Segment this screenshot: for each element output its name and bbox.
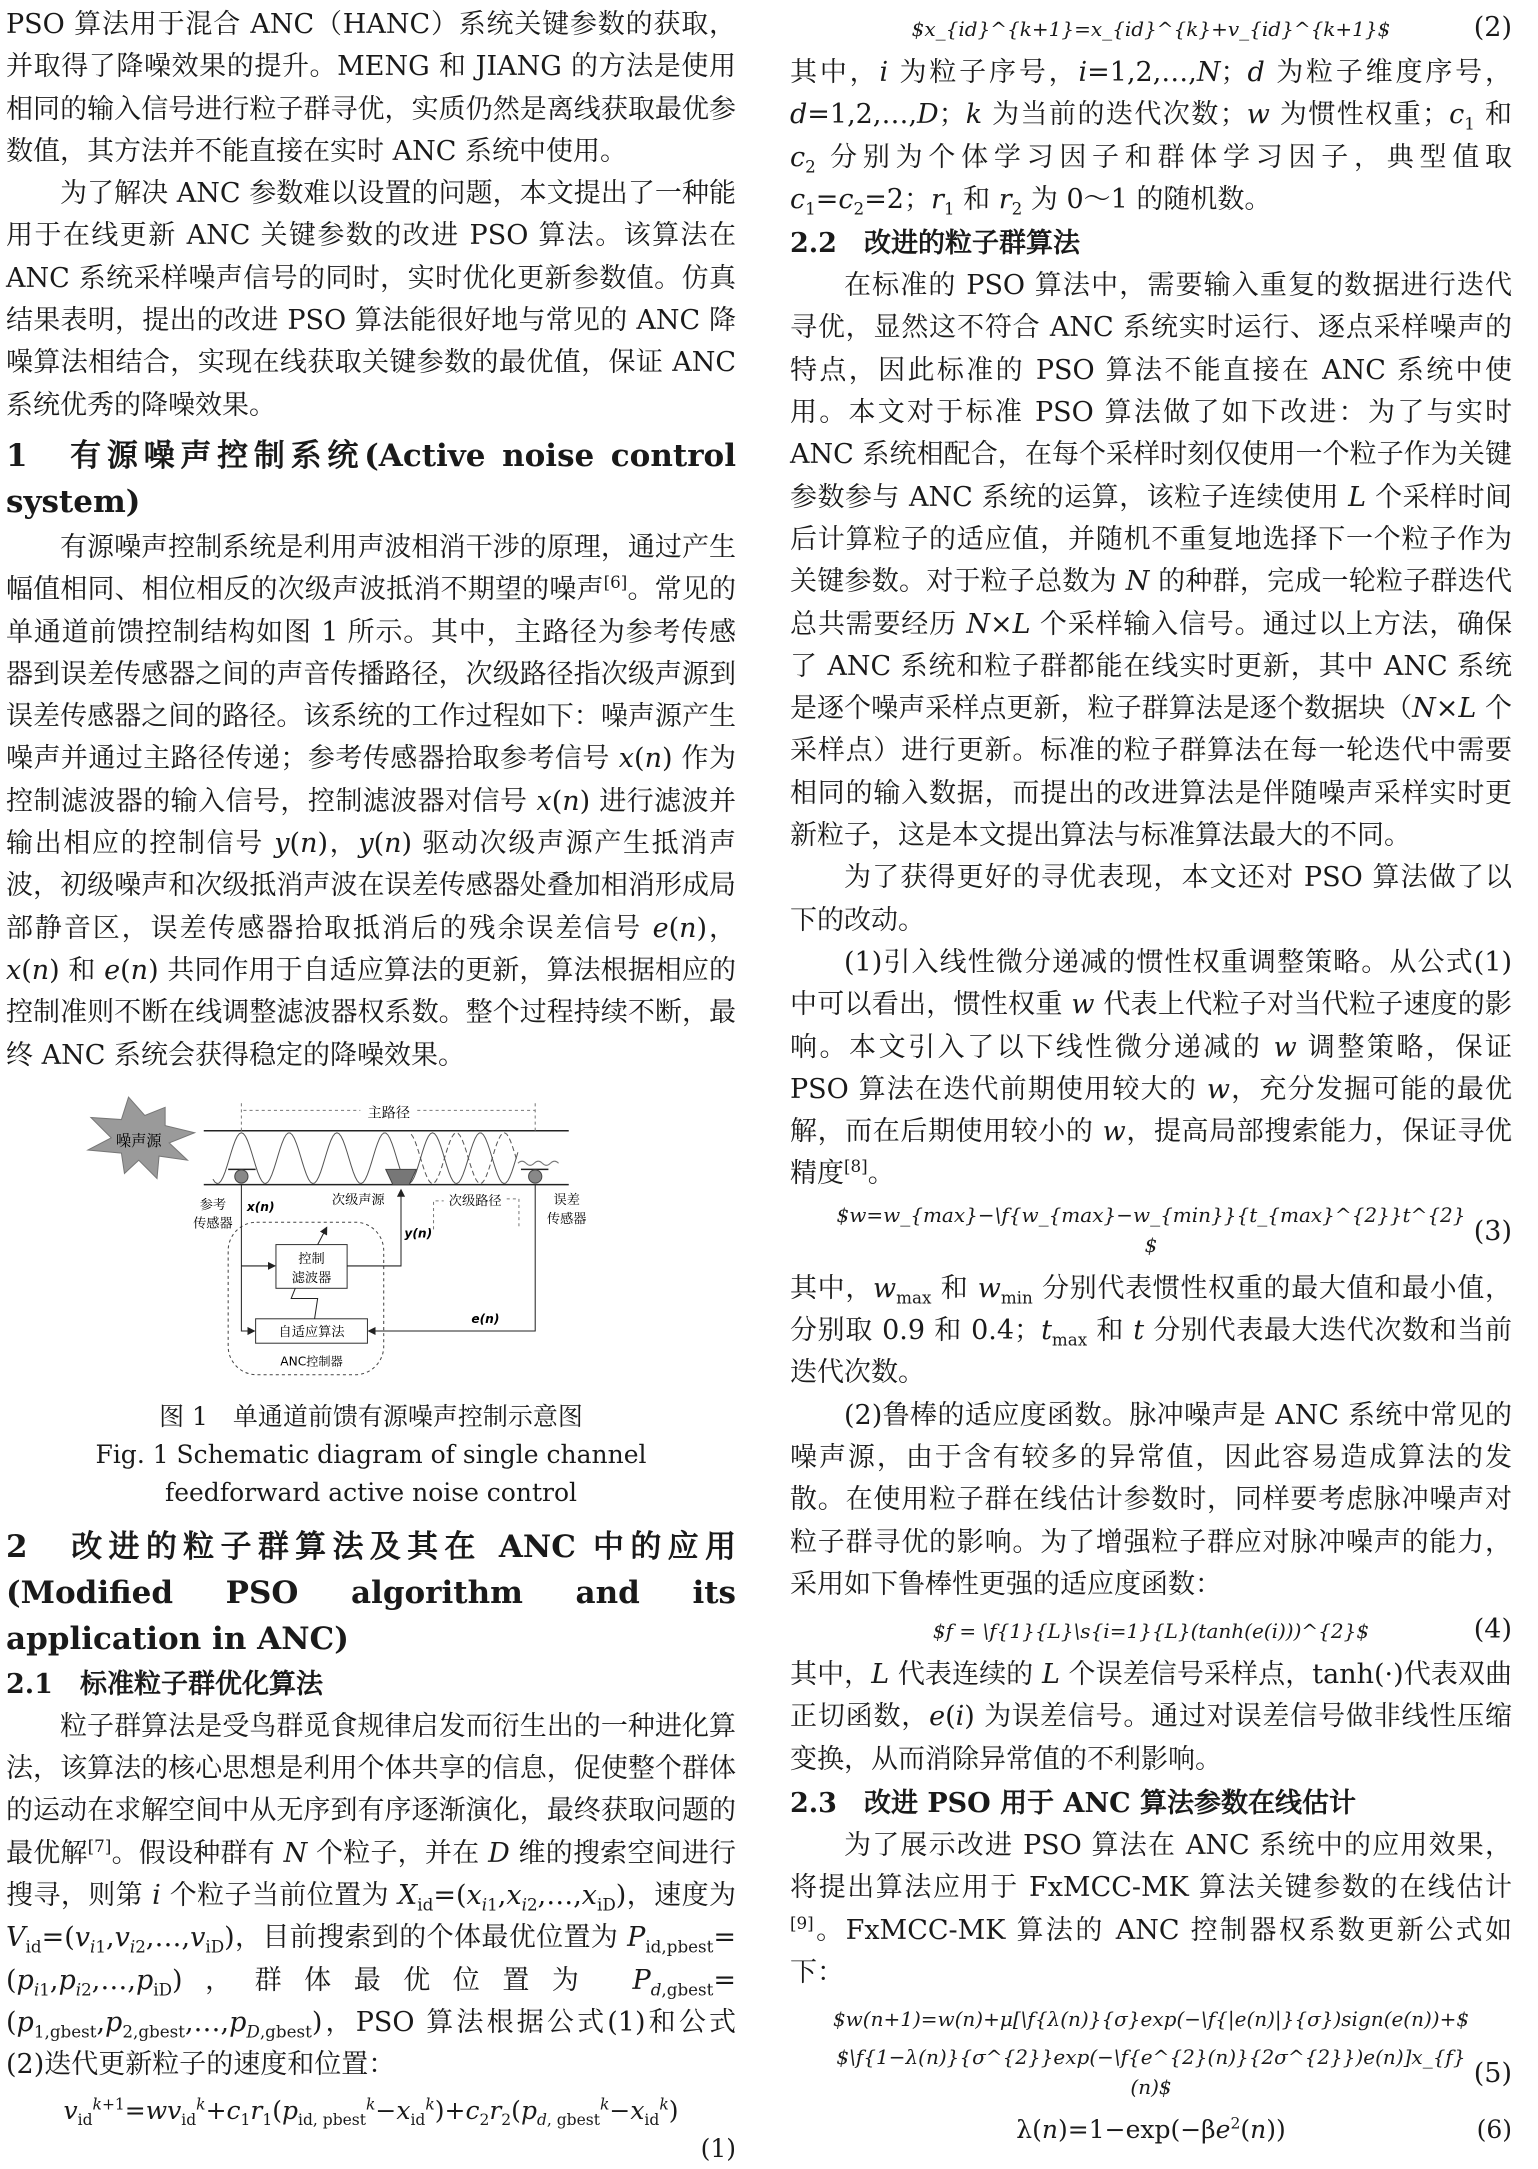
- equation-number: (4): [1473, 1614, 1512, 1646]
- paragraph: 其中，$w_{max}$ 和 $w_{min}$ 分别代表惯性权重的最大值和最小值，分别取 0.9 和 0.4；$t_{max}$ 和 t 分别代表最大迭代次数和当前迭代次数。: [790, 1272, 1512, 1389]
- paragraph: 为了解决 ANC 参数难以设置的问题，本文提出了一种能用于在线更新 ANC 关键参数的改进 PSO 算法。该算法在 ANC 系统采样噪声信号的同时，实时优化更新参数值。仿真结果表明，提出的改进 PSO 算法能很好地与常见的 ANC 降噪算法相结合，实现在线获取关键参数的最优值，保证 ANC 系统优秀的降噪效果。: [6, 178, 736, 421]
- figure-caption-en: Fig. 1 Schematic diagram of single channel feedforward active noise control: [95, 1439, 647, 1507]
- section-heading-2: 2 改进的粒子群算法及其在 ANC 中的应用(Modified PSO algorithm and its application in ANC): [6, 1528, 736, 1657]
- figure-caption-cn: 图 1 单通道前馈有源噪声控制示意图: [159, 1401, 583, 1431]
- secondary-path-label: 次级路径: [448, 1193, 502, 1209]
- left-column: [6, 4, 737, 2163]
- residual-wave: [518, 1161, 559, 1165]
- section-heading-1: 1 有源噪声控制系统(Active noise control system): [6, 437, 736, 520]
- paragraph: 粒子群算法是受鸟群觅食规律启发而衍生出的一种进化算法，该算法的核心思想是利用个体共享的信息，促使整个群体的运动在求解空间中从无序到有序逐渐演化，最终获取问题的最优解[7]。假设种群有 N 个粒子，并在 D 维的搜索空间进行搜寻，则第 i 个粒子当前位置为 $X_{id}=(x_{i1},x_{i2},\dots,x_{iD})$，速度为 $V_{id}=(v_{i1},v_{i2},\dots,v_{iD})$，目前搜索到的个体最优位置为 $P_{id,pbest}=(p_{i1},p_{i2},\dots,p_{iD})$，群体最优位置为 $P_{d,gbest}=(p_{1,gbest},p_{2,gbest},\dots,p_{D,gbest})$，PSO 算法根据公式(1)和公式(2)迭代更新粒子的速度和位置：: [6, 1710, 737, 2081]
- equation-4: [790, 1610, 1512, 1650]
- ref-sensor-label: 参考: [199, 1197, 227, 1213]
- error-sensor: [529, 1170, 542, 1183]
- equation-5-line-2: [790, 2042, 1512, 2106]
- error-sensor-label: 传感器: [546, 1212, 587, 1228]
- paragraph: (2)鲁棒的适应度函数。脉冲噪声是 ANC 系统中常见的噪声源，由于含有较多的异常值，因此容易造成算法的发散。在使用粒子群在线估计参数时，同样要考虑脉冲噪声对粒子群寻优的影响。为了增强粒子群应对脉冲噪声的能力，采用如下鲁棒性更强的适应度函数：: [790, 1399, 1512, 1600]
- primary-path-label: 主路径: [367, 1105, 411, 1122]
- equation-6: [790, 2110, 1512, 2150]
- secondary-speaker: [386, 1169, 417, 1184]
- subsection-heading-2-1: 2.1 标准粒子群优化算法: [6, 1668, 323, 1700]
- adaptive-algorithm-label: 自适应算法: [278, 1324, 345, 1340]
- xn-label: x(n): [246, 1199, 275, 1214]
- equation-2-body: $x_{id}^{k+1}=x_{id}^{k}+v_{id}^{k+1}$: [911, 17, 1391, 41]
- ref-sensor-label: 传感器: [193, 1216, 233, 1232]
- equation-3-body: $w=w_{max}−\f{w_{max}−w_{min}}{t_{max}^{2}}t^{2}$: [836, 1202, 1466, 1257]
- paragraph: PSO 算法用于混合 ANC（HANC）系统关键参数的获取，并取得了降噪效果的提升。MENG 和 JIANG 的方法是使用相同的输入信号进行粒子群寻优，实质仍然是离线获取最优参数值，其方法并不能直接在实时 ANC 系统中使用。: [6, 9, 736, 167]
- equation-6-body: $\lambda(n)=1-\exp(-\beta e^2(n))$: [1016, 2114, 1286, 2145]
- equation-1: [6, 2091, 736, 2163]
- equation-number: (5): [1473, 2058, 1512, 2090]
- primary-wave: [213, 1133, 518, 1184]
- equation-number: (2): [1473, 12, 1512, 43]
- equation-5-line-2-body: $\f{1−λ(n)}{σ^{2}}exp(−\f{e^{2}(n)}{2σ^{2}})e(n)]x_{f}(n)$: [836, 2045, 1466, 2100]
- anc-diagram: [70, 1087, 610, 1392]
- paragraph: 为了展示改进 PSO 算法在 ANC 系统中的应用效果，将提出算法应用于 FxMCC-MK 算法关键参数的在线估计[9]。FxMCC-MK 算法的 ANC 控制器权系数更新公式如下：: [790, 1829, 1512, 1988]
- subsection-heading-2-3: 2.3 改进 PSO 用于 ANC 算法参数在线估计: [790, 1787, 1357, 1819]
- control-filter-label: 控制: [298, 1251, 325, 1267]
- equation-5-line-1-body: $w(n+1)=w(n)+μ[\f{λ(n)}{σ}exp(−\f{|e(n)|}{σ})sign(e(n))+$: [832, 2007, 1470, 2032]
- paragraph: 在标准的 PSO 算法中，需要输入重复的数据进行迭代寻优，显然这不符合 ANC 系统实时运行、逐点采样噪声的特点，因此标准的 PSO 算法不能直接在 ANC 系统中使用。本文对于标准 PSO 算法做了如下改进：为了与实时 ANC 系统相配合，在每个采样时刻仅使用一个粒子作为关键参数参与 ANC 系统的运算，该粒子连续使用 L 个采样时间后计算粒子的适应值，并随机不重复地选择下一个粒子作为关键参数。对于粒子总数为 N 的种群，完成一轮粒子群迭代总共需要经历 N×L 个采样输入信号。通过以上方法，确保了 ANC 系统和粒子群都能在线实时更新，其中 ANC 系统是逐个噪声采样点更新，粒子群算法是逐个数据块（N×L 个采样点）进行更新。标准的粒子群算法在每一轮迭代中需要相同的输入数据，而提出的改进算法是伴随噪声采样实时更新粒子，这是本文提出算法与标准算法最大的不同。: [790, 270, 1513, 852]
- figure-1: [70, 1087, 736, 1392]
- right-column: [790, 4, 1512, 2154]
- equation-number: (1): [700, 2133, 736, 2163]
- yn-label: y(n): [404, 1226, 433, 1241]
- paragraph: 为了获得更好的寻优表现，本文还对 PSO 算法做了以下的改动。: [790, 862, 1512, 936]
- error-sensor-label: 误差: [553, 1192, 580, 1208]
- antinoise-wave: [411, 1133, 517, 1184]
- secondary-source-label: 次级声源: [331, 1192, 385, 1208]
- noise-source-label: 噪声源: [115, 1131, 162, 1150]
- equation-4-body: $f = \f{1}{L}\s{i=1}{L}(tanh(e(i)))^{2}$: [932, 1619, 1370, 1644]
- control-filter-label: 滤波器: [291, 1271, 332, 1287]
- paragraph: 有源噪声控制系统是利用声波相消干涉的原理，通过产生幅值相同、相位相反的次级声波抵消不期望的噪声[6]。常见的单通道前馈控制结构如图 1 所示。其中，主路径为参考传感器到误差传感器之间的声音传播路径，次级路径指次级声源到误差传感器之间的路径。该系统的工作过程如下：噪声源产生噪声并通过主路径传递；参考传感器拾取参考信号 x(n) 作为控制滤波器的输入信号，控制滤波器对信号 x(n) 进行滤波并输出相应的控制信号 y(n)，y(n) 驱动次级声源产生抵消声波，初级噪声和次级抵消声波在误差传感器处叠加相消形成局部静音区，误差传感器拾取抵消后的残余误差信号 e(n)，x(n) 和 e(n) 共同作用于自适应算法的更新，算法根据相应的控制准则不断在线调整滤波器权系数。整个过程持续不断，最终 ANC 系统会获得稳定的降噪效果。: [6, 531, 737, 1071]
- equation-1-body: $v_{id}^{k+1}=wv_{id}^k+c_1r_1(p_{id, pbest}^k-x_{id}^k)+c_2r_2(p_{d, gbest}^k-x_{id}^k)$: [63, 2095, 679, 2129]
- anc-controller-label: ANC控制器: [280, 1354, 343, 1369]
- equation-5-line-1: [790, 1998, 1512, 2038]
- en-label: e(n): [471, 1311, 500, 1326]
- paragraph: 其中，L 代表连续的 L 个误差信号采样点，tanh(·)代表双曲正切函数，e(i) 为误差信号。通过对误差信号做非线性压缩变换，从而消除异常值的不利影响。: [790, 1659, 1512, 1775]
- equation-2: [790, 8, 1512, 48]
- paragraph: (1)引入线性微分递减的惯性权重调整策略。从公式(1)中可以看出，惯性权重 w 代表上代粒子对当代粒子速度的影响。本文引入了以下线性微分递减的 w 调整策略，保证 PSO 算法在迭代前期使用较大的 w，充分发掘可能的最优解，而在后期使用较小的 w，提高局部搜索能力，保证寻优精度[8]。: [790, 946, 1512, 1190]
- subsection-heading-2-2: 2.2 改进的粒子群算法: [790, 228, 1080, 260]
- equation-3: [790, 1200, 1512, 1264]
- reference-sensor: [235, 1170, 248, 1183]
- equation-number: (6): [1476, 2115, 1512, 2145]
- equation-number: (3): [1473, 1215, 1512, 1247]
- paragraph: 其中，i 为粒子序号，i=1,2,…,N；d 为粒子维度序号，d=1,2,…,D；k 为当前的迭代次数；w 为惯性权重；$c_1$ 和 $c_2$ 分别为个体学习因子和群体学习因子，典型值取 $c_1=c_2=2$；$r_1$ 和 $r_2$ 为 0～1 的随机数。: [790, 57, 1512, 219]
